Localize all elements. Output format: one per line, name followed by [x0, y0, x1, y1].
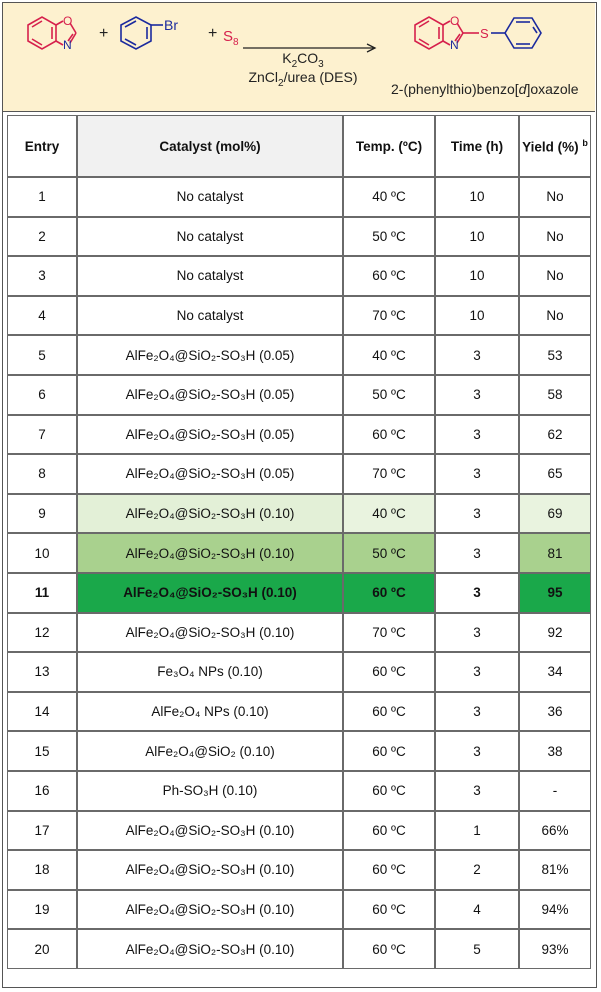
cell-entry: 20	[7, 929, 77, 969]
cell-temp: 60 ºC	[343, 573, 435, 613]
cell-temp: 70 ºC	[343, 296, 435, 336]
benzoxazole-N-atom: N	[63, 38, 72, 52]
cell-entry: 1	[7, 177, 77, 217]
benzoxazole-O-atom: O	[63, 14, 73, 28]
cell-entry: 8	[7, 454, 77, 494]
cell-yield: 65	[519, 454, 591, 494]
cell-catalyst: AlFe₂O₄ NPs (0.10)	[77, 692, 343, 732]
cell-time: 5	[435, 929, 519, 969]
cell-time: 1	[435, 811, 519, 851]
cell-temp: 60 ºC	[343, 692, 435, 732]
table-row	[7, 454, 591, 494]
table-row	[7, 177, 591, 217]
table-row	[7, 335, 591, 375]
cell-yield: 95	[519, 573, 591, 613]
cell-yield: 36	[519, 692, 591, 732]
cell-catalyst: AlFe₂O₄@SiO₂-SO₃H (0.10)	[77, 929, 343, 969]
cell-yield: 66%	[519, 811, 591, 851]
product-O-atom: O	[450, 14, 460, 28]
cell-temp: 60 ºC	[343, 415, 435, 455]
table-row	[7, 652, 591, 692]
cell-catalyst: AlFe₂O₄@SiO₂-SO₃H (0.05)	[77, 335, 343, 375]
cell-temp: 50 ºC	[343, 533, 435, 573]
table-row	[7, 256, 591, 296]
cell-time: 3	[435, 692, 519, 732]
reaction-scheme	[3, 3, 595, 112]
table-row	[7, 494, 591, 534]
cell-entry: 13	[7, 652, 77, 692]
cell-entry: 7	[7, 415, 77, 455]
table-row	[7, 811, 591, 851]
product-name-part1: 2-(phenylthio)benzo[	[391, 81, 519, 97]
table-row	[7, 771, 591, 811]
cell-temp: 60 ºC	[343, 850, 435, 890]
header-yield-footnote: b	[582, 137, 588, 148]
cell-time: 3	[435, 533, 519, 573]
cell-time: 10	[435, 296, 519, 336]
cell-temp: 40 ºC	[343, 494, 435, 534]
cell-temp: 60 ºC	[343, 731, 435, 771]
cell-yield: 58	[519, 375, 591, 415]
cell-time: 3	[435, 454, 519, 494]
table-row	[7, 573, 591, 613]
base-k: K	[282, 50, 292, 66]
product-S-atom: S	[480, 26, 489, 41]
plus-sign-2: +	[208, 25, 218, 42]
cell-temp: 50 ºC	[343, 217, 435, 257]
cell-time: 3	[435, 335, 519, 375]
bromobenzene-structure	[121, 17, 163, 49]
header-temp: Temp. (ºC)	[343, 115, 435, 177]
cell-time: 3	[435, 771, 519, 811]
cell-catalyst: AlFe₂O₄@SiO₂-SO₃H (0.10)	[77, 811, 343, 851]
cell-catalyst: No catalyst	[77, 296, 343, 336]
cell-yield: 81%	[519, 850, 591, 890]
cell-catalyst: AlFe₂O₄@SiO₂-SO₃H (0.10)	[77, 494, 343, 534]
optimization-table	[7, 115, 591, 969]
table-row	[7, 929, 591, 969]
cell-yield: -	[519, 771, 591, 811]
cell-catalyst: No catalyst	[77, 217, 343, 257]
cell-entry: 10	[7, 533, 77, 573]
table-row	[7, 415, 591, 455]
cell-entry: 16	[7, 771, 77, 811]
cell-entry: 6	[7, 375, 77, 415]
plus-sign-1: +	[99, 25, 109, 42]
cell-time: 3	[435, 494, 519, 534]
cell-time: 3	[435, 652, 519, 692]
cell-yield: 81	[519, 533, 591, 573]
cell-yield: No	[519, 217, 591, 257]
cell-catalyst: No catalyst	[77, 177, 343, 217]
table-body	[7, 177, 591, 969]
cell-entry: 12	[7, 613, 77, 653]
table-row	[7, 850, 591, 890]
table-row	[7, 692, 591, 732]
cell-catalyst: AlFe₂O₄@SiO₂-SO₃H (0.10)	[77, 533, 343, 573]
cell-catalyst: Fe₃O₄ NPs (0.10)	[77, 652, 343, 692]
cell-catalyst: AlFe₂O₄@SiO₂-SO₃H (0.10)	[77, 850, 343, 890]
product-N-atom: N	[450, 38, 459, 52]
cell-yield: 94%	[519, 890, 591, 930]
table-header-row	[7, 115, 591, 177]
table-row	[7, 533, 591, 573]
cell-catalyst: AlFe₂O₄@SiO₂ (0.10)	[77, 731, 343, 771]
cell-catalyst: AlFe₂O₄@SiO₂-SO₃H (0.05)	[77, 454, 343, 494]
cell-entry: 4	[7, 296, 77, 336]
cell-time: 3	[435, 375, 519, 415]
header-catalyst: Catalyst (mol%)	[77, 115, 343, 177]
cell-temp: 60 ºC	[343, 890, 435, 930]
base-sub-1: 2	[291, 58, 298, 70]
base-co: CO	[297, 50, 319, 66]
cell-temp: 60 ºC	[343, 811, 435, 851]
cell-entry: 2	[7, 217, 77, 257]
base-sub-2: 3	[318, 58, 324, 70]
product-name	[391, 81, 579, 97]
cell-time: 3	[435, 573, 519, 613]
table-row	[7, 375, 591, 415]
cell-time: 10	[435, 217, 519, 257]
cell-temp: 60 ºC	[343, 771, 435, 811]
sulfur-subscript: 8	[233, 37, 239, 48]
table-row	[7, 296, 591, 336]
sulfur-reagent	[223, 28, 239, 48]
cell-yield: 69	[519, 494, 591, 534]
solvent-reagent	[235, 69, 371, 89]
cell-yield: 93%	[519, 929, 591, 969]
table-frame	[2, 2, 597, 988]
cell-entry: 19	[7, 890, 77, 930]
header-entry: Entry	[7, 115, 77, 177]
header-yield-label: Yield (%)	[522, 139, 579, 155]
cell-yield: 53	[519, 335, 591, 375]
cell-time: 4	[435, 890, 519, 930]
solvent-sub: 2	[278, 77, 284, 89]
cell-time: 10	[435, 177, 519, 217]
cell-entry: 15	[7, 731, 77, 771]
cell-yield: No	[519, 177, 591, 217]
cell-catalyst: AlFe₂O₄@SiO₂-SO₃H (0.10)	[77, 573, 343, 613]
cell-entry: 17	[7, 811, 77, 851]
table-row	[7, 731, 591, 771]
cell-yield: 62	[519, 415, 591, 455]
cell-catalyst: No catalyst	[77, 256, 343, 296]
header-time: Time (h)	[435, 115, 519, 177]
product-name-italic: d	[518, 81, 527, 97]
product-name-part2: ]oxazole	[526, 81, 579, 97]
cell-catalyst: AlFe₂O₄@SiO₂-SO₃H (0.05)	[77, 415, 343, 455]
table-row	[7, 613, 591, 653]
cell-entry: 18	[7, 850, 77, 890]
cell-yield: 92	[519, 613, 591, 653]
cell-temp: 40 ºC	[343, 177, 435, 217]
cell-catalyst: Ph-SO₃H (0.10)	[77, 771, 343, 811]
base-reagent	[235, 50, 371, 70]
solvent-rest: /urea (DES)	[283, 69, 358, 85]
cell-temp: 50 ºC	[343, 375, 435, 415]
header-yield	[519, 115, 591, 177]
cell-time: 2	[435, 850, 519, 890]
cell-catalyst: AlFe₂O₄@SiO₂-SO₃H (0.10)	[77, 613, 343, 653]
bromine-label: Br	[164, 17, 178, 33]
cell-time: 3	[435, 415, 519, 455]
cell-catalyst: AlFe₂O₄@SiO₂-SO₃H (0.05)	[77, 375, 343, 415]
cell-temp: 70 ºC	[343, 613, 435, 653]
solvent-zncl: ZnCl	[248, 69, 279, 85]
cell-temp: 60 ºC	[343, 652, 435, 692]
cell-catalyst: AlFe₂O₄@SiO₂-SO₃H (0.10)	[77, 890, 343, 930]
cell-yield: 34	[519, 652, 591, 692]
cell-yield: No	[519, 296, 591, 336]
cell-yield: 38	[519, 731, 591, 771]
cell-entry: 14	[7, 692, 77, 732]
cell-temp: 40 ºC	[343, 335, 435, 375]
cell-temp: 70 ºC	[343, 454, 435, 494]
cell-time: 10	[435, 256, 519, 296]
cell-entry: 3	[7, 256, 77, 296]
cell-entry: 9	[7, 494, 77, 534]
cell-yield: No	[519, 256, 591, 296]
cell-time: 3	[435, 613, 519, 653]
product-structure	[415, 17, 541, 49]
table-row	[7, 890, 591, 930]
cell-entry: 11	[7, 573, 77, 613]
cell-time: 3	[435, 731, 519, 771]
cell-temp: 60 ºC	[343, 256, 435, 296]
sulfur-label: S	[223, 28, 234, 45]
cell-entry: 5	[7, 335, 77, 375]
cell-temp: 60 ºC	[343, 929, 435, 969]
table-row	[7, 217, 591, 257]
